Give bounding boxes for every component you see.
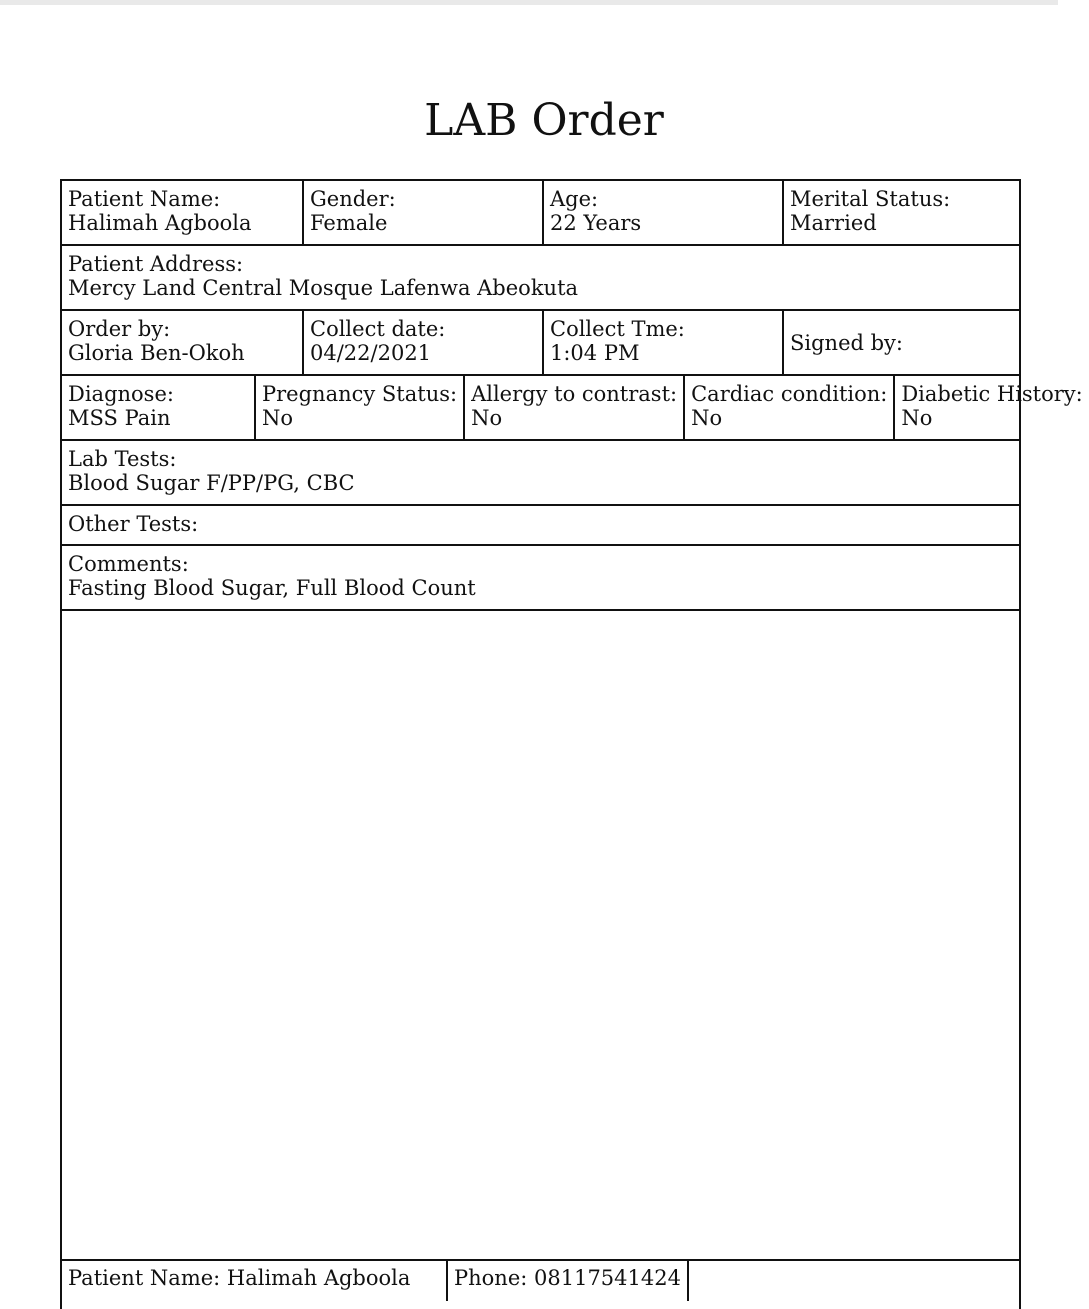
collect-date-cell <box>302 311 542 374</box>
marital-status-label: Merital Status: <box>790 187 951 211</box>
diagnose-label: Diagnose: <box>68 382 174 406</box>
patient-address-label: Patient Address: <box>68 252 244 276</box>
footer-phone: Phone: 08117541424 <box>446 1261 689 1301</box>
lab-order-form <box>60 179 1083 1309</box>
address-row <box>62 246 1019 311</box>
diabetic-history-label: Diabetic History: <box>901 382 1083 406</box>
order-by-label: Order by: <box>68 317 171 341</box>
collect-time-value: 1:04 PM <box>550 341 640 365</box>
marital-status-value: Married <box>790 211 877 235</box>
footer-patient-name: Patient Name: Halimah Agboola <box>68 1266 411 1290</box>
diagnose-cell <box>62 376 254 439</box>
cardiac-condition-label: Cardiac condition: <box>691 382 888 406</box>
page-title: LAB Order <box>424 95 664 146</box>
pregnancy-status-value: No <box>262 406 294 430</box>
gender-value: Female <box>310 211 388 235</box>
lab-tests-row <box>62 441 1019 506</box>
pregnancy-status-label: Pregnancy Status: <box>262 382 458 406</box>
collect-date-label: Collect date: <box>310 317 446 341</box>
clinical-info-row <box>62 376 1083 441</box>
patient-name-cell <box>62 181 302 244</box>
allergy-cell <box>463 376 683 439</box>
top-border <box>0 0 1058 5</box>
signed-by-cell <box>782 311 1019 374</box>
comments-value: Fasting Blood Sugar, Full Blood Count <box>68 576 476 600</box>
patient-address-value: Mercy Land Central Mosque Lafenwa Abeokuta <box>68 276 579 300</box>
comments-row <box>62 546 1019 611</box>
comments-cell <box>62 546 1019 609</box>
age-cell <box>542 181 782 244</box>
lab-tests-value: Blood Sugar F/PP/PG, CBC <box>68 471 355 495</box>
patient-name-value: Halimah Agboola <box>68 211 252 235</box>
comments-label: Comments: <box>68 552 189 576</box>
footer-row <box>62 1261 1019 1301</box>
pregnancy-status-cell <box>254 376 463 439</box>
diagnose-value: MSS Pain <box>68 406 171 430</box>
patient-name-label: Patient Name: <box>68 187 221 211</box>
lab-tests-label: Lab Tests: <box>68 447 177 471</box>
diabetic-history-cell <box>893 376 1088 439</box>
age-value: 22 Years <box>550 211 642 235</box>
order-by-cell <box>62 311 302 374</box>
other-tests-cell <box>62 506 1019 544</box>
patient-address-cell <box>62 246 1019 309</box>
gender-label: Gender: <box>310 187 396 211</box>
signed-by-label: Signed by: <box>790 330 903 355</box>
allergy-label: Allergy to contrast: <box>471 382 678 406</box>
lab-tests-cell <box>62 441 1019 504</box>
collect-date-value: 04/22/2021 <box>310 341 432 365</box>
order-by-value: Gloria Ben-Okoh <box>68 341 245 365</box>
collect-time-cell <box>542 311 782 374</box>
order-info-row <box>62 311 1019 376</box>
marital-status-cell <box>782 181 1019 244</box>
collect-time-label: Collect Tme: <box>550 317 685 341</box>
age-label: Age: <box>550 187 599 211</box>
patient-info-row <box>62 181 1019 246</box>
cardiac-condition-cell <box>683 376 893 439</box>
other-tests-label: Other Tests: <box>68 512 199 536</box>
blank-area <box>62 611 1019 1261</box>
diabetic-history-value: No <box>901 406 933 430</box>
cardiac-condition-value: No <box>691 406 723 430</box>
gender-cell <box>302 181 542 244</box>
allergy-value: No <box>471 406 503 430</box>
other-tests-row <box>62 506 1019 546</box>
